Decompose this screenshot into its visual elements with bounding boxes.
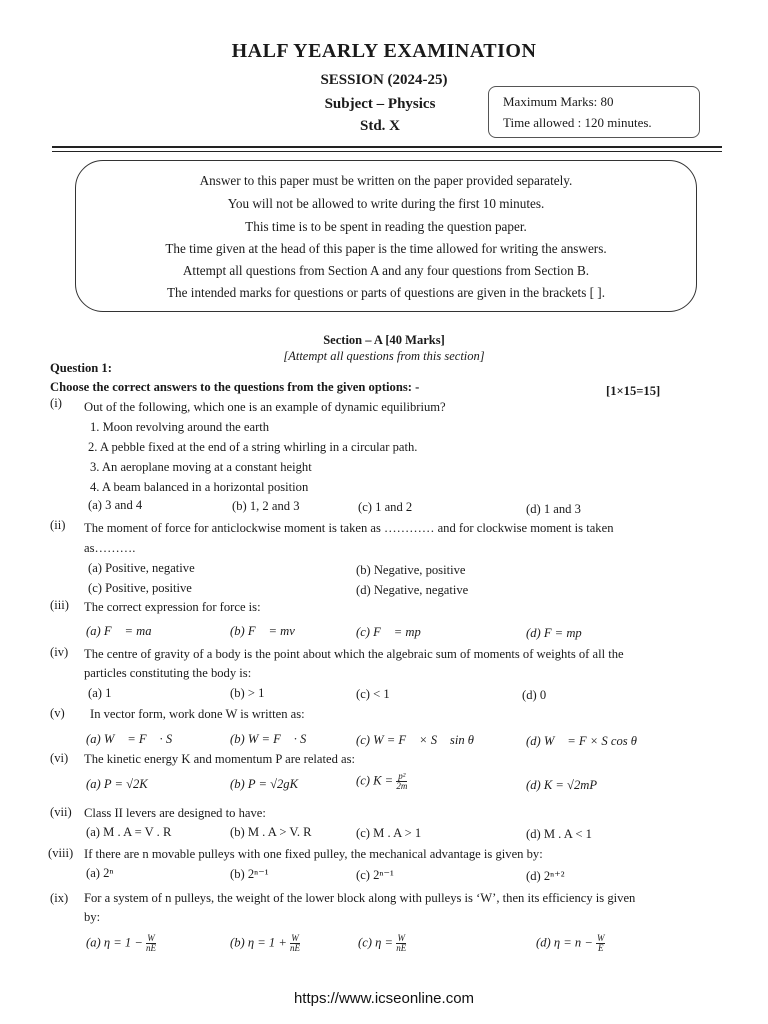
list-item: 2. A pebble fixed at the end of a string whirling in a circular path. bbox=[88, 440, 418, 454]
option: (b) Negative, positive bbox=[356, 563, 466, 577]
option: (b) 1, 2 and 3 bbox=[232, 499, 300, 513]
fraction: $\frac{W}{E}$ bbox=[596, 933, 605, 953]
option: (c) W = F⃗ × S⃗ sin θ bbox=[356, 733, 474, 747]
option: (a) W⃗ = F⃗ · S⃗ bbox=[86, 732, 182, 746]
q-text: The correct expression for force is: bbox=[84, 600, 261, 614]
option: (b) P = √2gK bbox=[230, 777, 298, 791]
session-label: SESSION (2024-25) bbox=[320, 72, 448, 88]
q-text: The moment of force for anticlockwise moment is taken as ………… and for clockwise moment is taken bbox=[84, 521, 614, 535]
option: (c) F⃗ = mp bbox=[356, 625, 421, 639]
option: (a) 1 bbox=[88, 686, 112, 700]
q-number: (vi) bbox=[50, 751, 69, 765]
option: (d) M . A < 1 bbox=[526, 827, 592, 841]
instruction-line: You will not be allowed to write during the first 10 minutes. bbox=[227, 196, 545, 211]
q-text: Class II levers are designed to have: bbox=[84, 806, 266, 820]
instruction-line: Attempt all questions from Section A and any four questions from Section B. bbox=[182, 263, 590, 278]
q-text: The kinetic energy K and momentum P are related as: bbox=[84, 752, 356, 766]
question-label: Question 1: bbox=[50, 361, 112, 375]
section-subtitle: [Attempt all questions from this section] bbox=[283, 349, 485, 363]
option: (a) F⃗ = ma⃗ bbox=[86, 624, 162, 638]
instructions-box bbox=[75, 160, 697, 312]
q-text: by: bbox=[84, 910, 101, 924]
option: (b) W = F⃗ · S⃗ bbox=[230, 732, 317, 746]
option: (b) η = 1 + $\frac{W}{nE}$ bbox=[230, 933, 300, 953]
exam-title: HALF YEARLY EXAMINATION bbox=[231, 40, 537, 62]
option: (d) 0 bbox=[522, 688, 547, 702]
q-number: (ix) bbox=[50, 891, 69, 905]
marks-box bbox=[488, 86, 700, 138]
option: (c) < 1 bbox=[356, 687, 390, 701]
q-number: (iii) bbox=[50, 598, 69, 612]
option: (a) 2ⁿ bbox=[86, 866, 114, 880]
q-text: The centre of gravity of a body is the point about which the algebraic sum of moments of weights of all the bbox=[84, 647, 624, 661]
instruction-line: Answer to this paper must be written on the paper provided separately. bbox=[199, 173, 573, 188]
footer-url: https://www.icseonline.com bbox=[293, 990, 475, 1007]
instruction-line: The time given at the head of this paper is the time allowed for writing the answers. bbox=[165, 241, 607, 256]
max-marks: Maximum Marks: 80 bbox=[503, 94, 614, 109]
std-label: Std. X bbox=[359, 118, 400, 134]
option: (c) Positive, positive bbox=[88, 581, 192, 595]
option: (c) 1 and 2 bbox=[358, 500, 413, 514]
option: (d) F = mp bbox=[526, 626, 582, 640]
option: (a) η = 1 − $\frac{W}{nE}$ bbox=[86, 933, 156, 953]
question-instruction: Choose the correct answers to the questions from the given options: - bbox=[50, 380, 420, 394]
option: (b) 2ⁿ⁻¹ bbox=[230, 867, 269, 881]
option: (b) > 1 bbox=[230, 686, 265, 700]
option-c: (c) K = $\frac{\text{p²}}{2m}$ bbox=[356, 771, 408, 791]
option: (d) W⃗ = F × S cos θ bbox=[526, 734, 637, 748]
divider-line bbox=[52, 146, 722, 148]
option: (c) M . A > 1 bbox=[356, 826, 422, 840]
option: (a) M . A = V . R bbox=[86, 825, 172, 839]
subject-label: Subject – Physics bbox=[324, 96, 436, 112]
option: (a) 3 and 4 bbox=[88, 498, 143, 512]
option: (d) 1 and 3 bbox=[526, 502, 581, 516]
instruction-line: The intended marks for questions or parts of questions are given in the brackets [ ]. bbox=[167, 285, 605, 300]
fraction: $\frac{W}{nE}$ bbox=[289, 933, 300, 953]
divider-line bbox=[52, 151, 722, 152]
fraction: $\frac{\text{p²}}{2m}$ bbox=[396, 771, 408, 791]
q-number: (i) bbox=[50, 396, 62, 410]
q-number: (viii) bbox=[48, 846, 74, 860]
fraction: $\frac{W}{nE}$ bbox=[396, 933, 407, 953]
q-number: (vii) bbox=[50, 805, 72, 819]
section-title: Section – A [40 Marks] bbox=[323, 333, 445, 347]
q-text: In vector form, work done W is written as: bbox=[90, 707, 305, 721]
option: (a) P = √2K bbox=[86, 777, 148, 791]
option: (d) Negative, negative bbox=[356, 583, 469, 597]
option: (a) Positive, negative bbox=[88, 561, 195, 575]
question-marks: [1×15=15] bbox=[606, 384, 661, 398]
option: (d) K = √2mP bbox=[526, 778, 598, 792]
option: (c) 2ⁿ⁻¹ bbox=[356, 868, 394, 882]
list-item: 3. An aeroplane moving at a constant height bbox=[90, 460, 312, 474]
q-text: If there are n movable pulleys with one fixed pulley, the mechanical advantage is given by: bbox=[84, 847, 543, 861]
instruction-line: This time is to be spent in reading the question paper. bbox=[245, 219, 527, 234]
q-text: For a system of n pulleys, the weight of the lower block along with pulleys is ‘W’, then its efficiency is given bbox=[84, 891, 636, 905]
option: (b) M . A > V. R bbox=[230, 825, 312, 839]
q-text: particles constituting the body is: bbox=[84, 666, 252, 680]
list-item: 1. Moon revolving around the earth bbox=[90, 420, 270, 434]
q-text: as………. bbox=[84, 541, 136, 555]
q-number: (v) bbox=[50, 706, 65, 720]
q-text: Out of the following, which one is an example of dynamic equilibrium? bbox=[84, 400, 446, 414]
time-allowed: Time allowed : 120 minutes. bbox=[503, 115, 652, 130]
q-number: (iv) bbox=[50, 645, 69, 659]
fraction: $\frac{W}{nE}$ bbox=[145, 933, 156, 953]
option: (b) F⃗ = mv⃗ bbox=[230, 624, 305, 638]
list-item: 4. A beam balanced in a horizontal position bbox=[90, 480, 309, 494]
option: (d) η = n − $\frac{W}{E}$ bbox=[536, 933, 605, 953]
option: (d) 2ⁿ⁺² bbox=[526, 869, 565, 883]
q-number: (ii) bbox=[50, 518, 66, 532]
option: (c) η = $\frac{W}{nE}$ bbox=[358, 933, 407, 953]
